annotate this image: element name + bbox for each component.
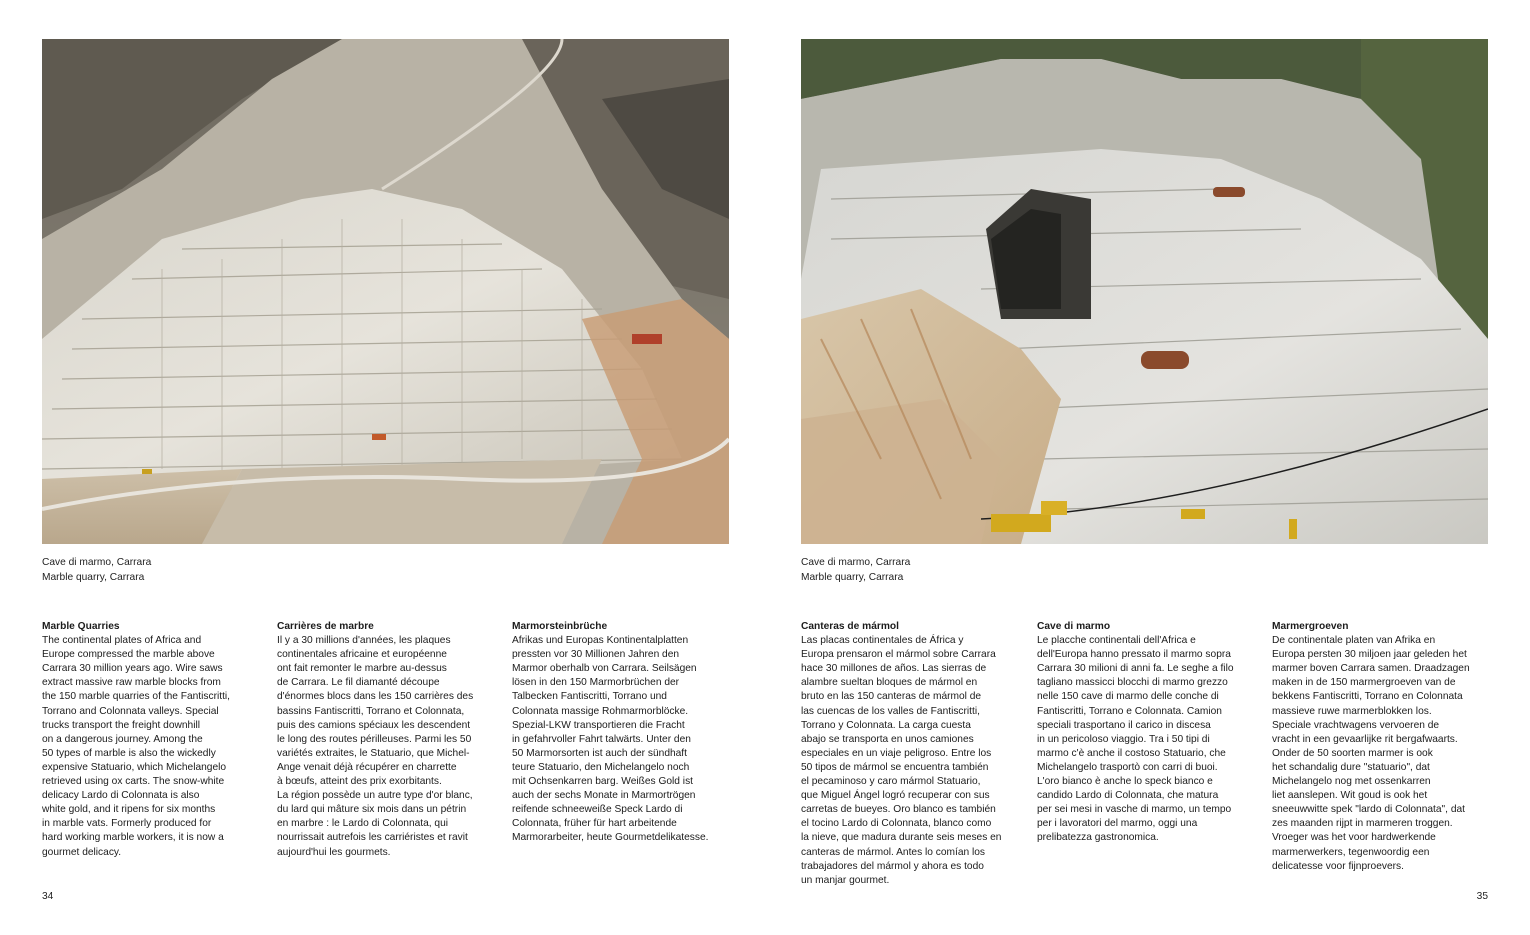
column-body: [1037, 634, 1259, 845]
photo-caption-left: [42, 556, 151, 585]
body-line: Onder de 50 soorten marmer is ook: [1272, 747, 1433, 759]
body-line: en marbre : le Lardo di Colonnata, qui: [277, 818, 449, 830]
body-line: du lard qui mâture six mois dans un pétrin: [277, 804, 467, 816]
body-line: hace 30 millones de años. Las sierras de: [801, 663, 987, 675]
body-line: auch der sechs Monate in Marmortrögen: [512, 790, 696, 802]
body-line: Talbecken Fantiscritti, Torrano und: [512, 691, 667, 703]
body-line: Europe compressed the marble above: [42, 649, 215, 661]
body-line: mit Ochsenkarren barg. Weißes Gold ist: [512, 776, 693, 788]
body-line: expensive Statuario, which Michelangelo: [42, 761, 227, 773]
body-line: variétés extraites, le Statuario, que Michel-: [277, 747, 470, 759]
body-line: abajo se transporta en unos camiones: [801, 733, 974, 745]
quarry-photo-left-image: [42, 39, 729, 544]
text-column-dutch: [1272, 620, 1494, 874]
caption-line-italian: Cave di marmo, Carrara: [801, 557, 911, 568]
body-line: on a dangerous journey. Among the: [42, 733, 203, 745]
body-line: canteras de mármol. Antes lo comían los: [801, 846, 986, 858]
body-line: zes maanden rijpt in marmeren troggen.: [1272, 818, 1453, 830]
photo-caption-right: [801, 556, 910, 585]
body-line: nourrissait autrefois les carriéristes et ravit: [277, 832, 468, 844]
body-line: Torrano and Colonnata valleys. Special: [42, 705, 219, 717]
column-body: [1272, 634, 1494, 874]
body-line: pressten vor 30 Millionen Jahren den: [512, 649, 680, 661]
body-line: per i lavoratori del marmo, oggi una: [1037, 818, 1198, 830]
text-column-french: [277, 620, 499, 860]
body-line: continentales africaine et européenne: [277, 649, 447, 661]
body-line: Carrara 30 milioni di anni fa. Le seghe a filo: [1037, 663, 1234, 675]
body-line: sneeuwwitte spek "lardo di Colonnata", dat: [1272, 804, 1465, 816]
body-line: tagliano massicci blocchi di marmo grezzo: [1037, 677, 1228, 689]
body-line: Spezial-LKW transportieren die Fracht: [512, 719, 685, 731]
body-line: dell'Europa hanno pressato il marmo sopra: [1037, 649, 1231, 661]
page-number-right: 35: [1476, 891, 1488, 902]
body-line: que Miguel Ángel logró recuperar con sus: [801, 790, 990, 802]
body-line: liet aanslepen. Wit goud is ook het: [1272, 790, 1428, 802]
body-line: trabajadores del mármol y ahora es todo: [801, 860, 984, 872]
body-line: speciali trasportano il carico in discesa: [1037, 719, 1211, 731]
body-line: Ange venait déjà récupérer en charrette: [277, 761, 457, 773]
photo-left-marble-quarry: [42, 39, 729, 544]
body-line: Marmor oberhalb von Carrara. Seilsägen: [512, 663, 697, 675]
body-line: d'énormes blocs dans les 150 carrières des: [277, 691, 474, 703]
body-line: Colonnata massige Rohmarmorblöcke.: [512, 705, 689, 717]
body-line: delicatesse voor fijnproevers.: [1272, 860, 1404, 872]
body-line: delicacy Lardo di Colonnata is also: [42, 790, 200, 802]
body-line: Colonnata, früher für hart arbeitende: [512, 818, 677, 830]
body-line: bruto en las 150 canteras de mármol de: [801, 691, 982, 703]
column-heading: Cave di marmo: [1037, 621, 1111, 632]
body-line: aujourd'hui les gourmets.: [277, 846, 391, 858]
body-line: vracht in een gevaarlijke rit bergafwaarts.: [1272, 733, 1458, 745]
column-body: [277, 634, 499, 860]
body-line: le long des routes périlleuses. Parmi les 50: [277, 733, 472, 745]
body-line: à bœufs, atteint des prix exorbitants.: [277, 776, 442, 788]
body-line: per sei mesi in vasche di marmo, un tempo: [1037, 804, 1232, 816]
body-line: in un pericoloso viaggio. Tra i 50 tipi di: [1037, 733, 1210, 745]
body-line: hard working marble workers, it is now a: [42, 832, 224, 844]
body-line: Speciale vrachtwagens vervoeren de: [1272, 719, 1440, 731]
column-heading: Marmorsteinbrüche: [512, 621, 608, 632]
body-line: nelle 150 cave di marmo delle conche di: [1037, 691, 1219, 703]
body-line: het schandalig dure "statuario", dat: [1272, 761, 1430, 773]
body-line: Carrara 30 million years ago. Wire saws: [42, 663, 223, 675]
column-heading: Carrières de marbre: [277, 621, 374, 632]
body-line: la nieve, que madura durante seis meses en: [801, 832, 1002, 844]
column-heading: Canteras de mármol: [801, 621, 899, 632]
body-line: prelibatezza gastronomica.: [1037, 832, 1159, 844]
body-line: Marmorarbeiter, heute Gourmetdelikatesse.: [512, 832, 709, 844]
quarry-photo-right-image: [801, 39, 1488, 544]
body-line: un manjar gourmet.: [801, 874, 890, 886]
body-line: Torrano y Colonnata. La carga cuesta: [801, 719, 971, 731]
body-line: marmerwerkers, tegenwoordig een: [1272, 846, 1430, 858]
body-line: teure Statuario, den Michelangelo noch: [512, 761, 690, 773]
body-line: el tocino Lardo di Colonnata, blanco como: [801, 818, 992, 830]
body-line: las cuencas de los valles de Fantiscritti,: [801, 705, 980, 717]
body-line: carretas de bueyes. Oro blanco es también: [801, 804, 996, 816]
body-line: Le placche continentali dell'Africa e: [1037, 635, 1196, 647]
body-line: 50 tipos de mármol se encuentra también: [801, 761, 989, 773]
body-line: Afrikas und Europas Kontinentalplatten: [512, 635, 689, 647]
text-column-english: [42, 620, 264, 860]
body-line: La région possède un autre type d'or blanc,: [277, 790, 473, 802]
body-line: puis des camions spéciaux les descendent: [277, 719, 471, 731]
body-line: Il y a 30 millions d'années, les plaques: [277, 635, 451, 647]
body-line: bekkens Fantiscritti, Torrano en Colonnata: [1272, 691, 1463, 703]
column-body: [512, 634, 734, 845]
body-line: especiales en un viaje peligroso. Entre los: [801, 747, 992, 759]
body-line: white gold, and it ripens for six months: [42, 804, 216, 816]
page-number-left: 34: [42, 891, 54, 902]
body-line: in marble vats. Formerly produced for: [42, 818, 212, 830]
body-line: Fantiscritti, Torrano e Colonnata. Camion: [1037, 705, 1222, 717]
body-line: reifende schneeweiße Speck Lardo di: [512, 804, 683, 816]
body-line: Michelangelo nog met ossenkarren: [1272, 776, 1431, 788]
caption-line-english: Marble quarry, Carrara: [42, 571, 145, 583]
body-line: in gefahrvoller Fahrt talwärts. Unter den: [512, 733, 691, 745]
body-line: Europa prensaron el mármol sobre Carrara: [801, 649, 996, 661]
text-column-german: [512, 620, 734, 846]
body-line: bassins Fantiscritti, Torrano et Colonnata,: [277, 705, 465, 717]
body-line: alambre sueltan bloques de mármol en: [801, 677, 978, 689]
body-line: 50 Marmorsorten ist auch der sündhaft: [512, 747, 687, 759]
body-line: gourmet delicacy.: [42, 846, 122, 858]
body-line: marmo c'è anche il costoso Statuario, che: [1037, 747, 1226, 759]
body-line: maken in de 150 marmergroeven van de: [1272, 677, 1456, 689]
body-line: trucks transport the freight downhill: [42, 719, 200, 731]
body-line: 50 types of marble is also the wickedly: [42, 747, 216, 759]
body-line: de Carrara. Le fil diamanté découpe: [277, 677, 440, 689]
text-column-italian: [1037, 620, 1259, 846]
body-line: extract massive raw marble blocks from: [42, 677, 221, 689]
column-body: [42, 634, 264, 860]
body-line: candido Lardo di Colonnata, che matura: [1037, 790, 1219, 802]
body-line: Vroeger was het voor hardwerkende: [1272, 832, 1436, 844]
body-line: the 150 marble quarries of the Fantiscritti,: [42, 691, 230, 703]
body-line: Las placas continentales de África y: [801, 635, 964, 647]
body-line: retrieved using ox carts. The snow-white: [42, 776, 225, 788]
column-body: [801, 634, 1023, 888]
body-line: ont fait remonter le marbre au-dessus: [277, 663, 447, 675]
caption-line-english: Marble quarry, Carrara: [801, 571, 904, 583]
body-line: marmer boven Carrara samen. Draadzagen: [1272, 663, 1470, 675]
text-column-spanish: [801, 620, 1023, 888]
photo-right-marble-quarry: [801, 39, 1488, 544]
body-line: Michelangelo trasportò con carri di buoi.: [1037, 761, 1218, 773]
column-heading: Marmergroeven: [1272, 621, 1349, 632]
body-line: el pecaminoso y caro mármol Statuario,: [801, 776, 981, 788]
body-line: The continental plates of Africa and: [42, 635, 202, 647]
body-line: massieve ruwe marmerblokken los.: [1272, 705, 1432, 717]
caption-line-italian: Cave di marmo, Carrara: [42, 557, 152, 568]
body-line: lösen in den 150 Marmorbrüchen der: [512, 677, 680, 689]
body-line: Europa persten 30 miljoen jaar geleden het: [1272, 649, 1467, 661]
body-line: L'oro bianco è anche lo speck bianco e: [1037, 776, 1213, 788]
body-line: De continentale platen van Afrika en: [1272, 635, 1436, 647]
column-heading: Marble Quarries: [42, 621, 120, 632]
